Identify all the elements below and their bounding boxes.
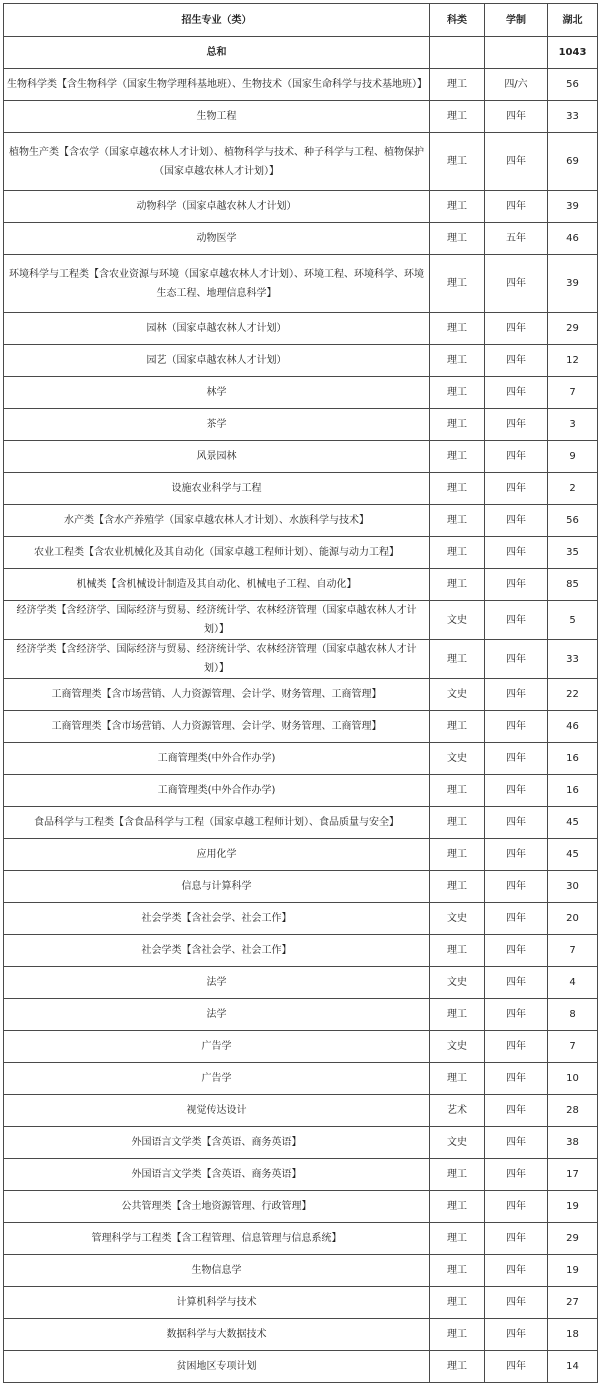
table-row — [4, 1255, 598, 1287]
table-row — [4, 1191, 598, 1223]
cell-major: 动物医学 — [4, 223, 430, 255]
cell-subject: 理工 — [430, 640, 485, 679]
cell-subject: 文史 — [430, 601, 485, 640]
total-count: 1043 — [548, 37, 598, 69]
cell-major: 经济学类【含经济学、国际经济与贸易、经济统计学、农林经济管理（国家卓越农林人才计划）】 — [4, 601, 430, 640]
cell-subject: 文史 — [430, 1031, 485, 1063]
cell-subject: 理工 — [430, 1351, 485, 1383]
cell-years: 四年 — [485, 903, 548, 935]
cell-years: 四年 — [485, 505, 548, 537]
cell-major: 水产类【含水产养殖学（国家卓越农林人才计划）、水族科学与技术】 — [4, 505, 430, 537]
cell-major: 视觉传达设计 — [4, 1095, 430, 1127]
table-row — [4, 1351, 598, 1383]
cell-years: 四年 — [485, 775, 548, 807]
table-row — [4, 537, 598, 569]
cell-years: 四年 — [485, 640, 548, 679]
cell-major: 社会学类【含社会学、社会工作】 — [4, 903, 430, 935]
cell-subject: 文史 — [430, 1127, 485, 1159]
cell-subject: 理工 — [430, 441, 485, 473]
cell-years: 四年 — [485, 473, 548, 505]
cell-count: 17 — [548, 1159, 598, 1191]
cell-years: 四年 — [485, 1127, 548, 1159]
cell-major: 植物生产类【含农学（国家卓越农林人才计划）、植物科学与技术、种子科学与工程、植物保护（国家卓越农林人才计划）】 — [4, 133, 430, 191]
cell-years: 四年 — [485, 377, 548, 409]
cell-subject: 理工 — [430, 313, 485, 345]
table-row — [4, 441, 598, 473]
cell-years: 四年 — [485, 1063, 548, 1095]
cell-count: 7 — [548, 1031, 598, 1063]
cell-major: 生物工程 — [4, 101, 430, 133]
cell-major: 工商管理类【含市场营销、人力资源管理、会计学、财务管理、工商管理】 — [4, 711, 430, 743]
cell-count: 20 — [548, 903, 598, 935]
cell-years: 四年 — [485, 839, 548, 871]
table-row — [4, 409, 598, 441]
cell-years: 四年 — [485, 1351, 548, 1383]
cell-count: 45 — [548, 839, 598, 871]
cell-major: 食品科学与工程类【含食品科学与工程（国家卓越工程师计划）、食品质量与安全】 — [4, 807, 430, 839]
cell-years: 四年 — [485, 1031, 548, 1063]
cell-years: 四年 — [485, 569, 548, 601]
header-subject: 科类 — [430, 4, 485, 37]
table-row — [4, 345, 598, 377]
table-header-row — [4, 4, 598, 37]
cell-subject: 理工 — [430, 935, 485, 967]
cell-count: 29 — [548, 1223, 598, 1255]
cell-years: 四年 — [485, 601, 548, 640]
cell-years: 四/六 — [485, 69, 548, 101]
cell-years: 四年 — [485, 711, 548, 743]
cell-subject: 理工 — [430, 1159, 485, 1191]
cell-count: 8 — [548, 999, 598, 1031]
cell-years: 四年 — [485, 345, 548, 377]
table-row — [4, 601, 598, 640]
enrollment-table — [3, 3, 598, 1383]
cell-major: 工商管理类(中外合作办学) — [4, 743, 430, 775]
cell-subject: 理工 — [430, 871, 485, 903]
table-row — [4, 807, 598, 839]
cell-subject: 理工 — [430, 69, 485, 101]
cell-subject: 理工 — [430, 537, 485, 569]
cell-major: 信息与计算科学 — [4, 871, 430, 903]
cell-subject: 理工 — [430, 473, 485, 505]
cell-years: 四年 — [485, 255, 548, 313]
cell-subject: 理工 — [430, 255, 485, 313]
table-row — [4, 1319, 598, 1351]
cell-years: 四年 — [485, 807, 548, 839]
table-row — [4, 967, 598, 999]
table-row — [4, 743, 598, 775]
total-years — [485, 37, 548, 69]
cell-count: 46 — [548, 223, 598, 255]
cell-years: 五年 — [485, 223, 548, 255]
table-row — [4, 775, 598, 807]
table-row — [4, 377, 598, 409]
cell-major: 工商管理类【含市场营销、人力资源管理、会计学、财务管理、工商管理】 — [4, 679, 430, 711]
cell-years: 四年 — [485, 441, 548, 473]
cell-major: 工商管理类(中外合作办学) — [4, 775, 430, 807]
cell-count: 7 — [548, 935, 598, 967]
cell-count: 2 — [548, 473, 598, 505]
cell-count: 22 — [548, 679, 598, 711]
cell-years: 四年 — [485, 935, 548, 967]
cell-subject: 理工 — [430, 1319, 485, 1351]
cell-major: 风景园林 — [4, 441, 430, 473]
cell-years: 四年 — [485, 1287, 548, 1319]
cell-subject: 理工 — [430, 345, 485, 377]
table-row — [4, 69, 598, 101]
table-row — [4, 999, 598, 1031]
cell-subject: 理工 — [430, 839, 485, 871]
header-hubei: 湖北 — [548, 4, 598, 37]
cell-subject: 理工 — [430, 1223, 485, 1255]
cell-count: 33 — [548, 640, 598, 679]
cell-count: 35 — [548, 537, 598, 569]
cell-years: 四年 — [485, 743, 548, 775]
total-label: 总和 — [4, 37, 430, 69]
table-row — [4, 871, 598, 903]
cell-major: 法学 — [4, 999, 430, 1031]
cell-major: 管理科学与工程类【含工程管理、信息管理与信息系统】 — [4, 1223, 430, 1255]
cell-major: 广告学 — [4, 1031, 430, 1063]
cell-years: 四年 — [485, 101, 548, 133]
table-row — [4, 1095, 598, 1127]
table-row — [4, 255, 598, 313]
total-subject — [430, 37, 485, 69]
table-row — [4, 569, 598, 601]
cell-count: 29 — [548, 313, 598, 345]
cell-count: 30 — [548, 871, 598, 903]
cell-years: 四年 — [485, 967, 548, 999]
table-row — [4, 313, 598, 345]
cell-count: 16 — [548, 743, 598, 775]
cell-subject: 理工 — [430, 999, 485, 1031]
cell-count: 69 — [548, 133, 598, 191]
cell-subject: 理工 — [430, 711, 485, 743]
cell-count: 5 — [548, 601, 598, 640]
cell-count: 56 — [548, 69, 598, 101]
table-row — [4, 505, 598, 537]
cell-subject: 文史 — [430, 743, 485, 775]
cell-major: 农业工程类【含农业机械化及其自动化（国家卓越工程师计划）、能源与动力工程】 — [4, 537, 430, 569]
cell-count: 16 — [548, 775, 598, 807]
cell-major: 园林（国家卓越农林人才计划） — [4, 313, 430, 345]
cell-subject: 理工 — [430, 377, 485, 409]
table-row — [4, 711, 598, 743]
cell-subject: 文史 — [430, 967, 485, 999]
cell-subject: 理工 — [430, 1255, 485, 1287]
cell-count: 7 — [548, 377, 598, 409]
cell-years: 四年 — [485, 313, 548, 345]
cell-count: 4 — [548, 967, 598, 999]
cell-major: 茶学 — [4, 409, 430, 441]
cell-count: 19 — [548, 1191, 598, 1223]
total-row — [4, 37, 598, 69]
table-row — [4, 640, 598, 679]
table-row — [4, 903, 598, 935]
cell-subject: 理工 — [430, 1191, 485, 1223]
cell-major: 生物科学类【含生物科学（国家生物学理科基地班）、生物技术（国家生命科学与技术基地班）】 — [4, 69, 430, 101]
cell-count: 56 — [548, 505, 598, 537]
cell-years: 四年 — [485, 1191, 548, 1223]
cell-count: 39 — [548, 191, 598, 223]
cell-years: 四年 — [485, 1159, 548, 1191]
table-row — [4, 191, 598, 223]
table-row — [4, 473, 598, 505]
table-row — [4, 1159, 598, 1191]
cell-major: 生物信息学 — [4, 1255, 430, 1287]
cell-years: 四年 — [485, 409, 548, 441]
cell-major: 园艺（国家卓越农林人才计划） — [4, 345, 430, 377]
cell-years: 四年 — [485, 1255, 548, 1287]
cell-major: 公共管理类【含土地资源管理、行政管理】 — [4, 1191, 430, 1223]
cell-count: 46 — [548, 711, 598, 743]
header-major: 招生专业（类） — [4, 4, 430, 37]
cell-years: 四年 — [485, 1223, 548, 1255]
cell-subject: 理工 — [430, 101, 485, 133]
cell-major: 应用化学 — [4, 839, 430, 871]
cell-major: 机械类【含机械设计制造及其自动化、机械电子工程、自动化】 — [4, 569, 430, 601]
cell-count: 10 — [548, 1063, 598, 1095]
cell-count: 12 — [548, 345, 598, 377]
cell-major: 动物科学（国家卓越农林人才计划） — [4, 191, 430, 223]
cell-count: 19 — [548, 1255, 598, 1287]
cell-subject: 理工 — [430, 133, 485, 191]
cell-years: 四年 — [485, 999, 548, 1031]
cell-subject: 理工 — [430, 1287, 485, 1319]
table-row — [4, 133, 598, 191]
cell-count: 39 — [548, 255, 598, 313]
cell-subject: 理工 — [430, 807, 485, 839]
cell-subject: 文史 — [430, 903, 485, 935]
cell-major: 法学 — [4, 967, 430, 999]
cell-major: 林学 — [4, 377, 430, 409]
cell-major: 广告学 — [4, 1063, 430, 1095]
cell-major: 环境科学与工程类【含农业资源与环境（国家卓越农林人才计划）、环境工程、环境科学、环境生态工程、地理信息科学】 — [4, 255, 430, 313]
cell-count: 14 — [548, 1351, 598, 1383]
table-row — [4, 1031, 598, 1063]
table-row — [4, 223, 598, 255]
table-row — [4, 101, 598, 133]
cell-subject: 理工 — [430, 1063, 485, 1095]
cell-major: 经济学类【含经济学、国际经济与贸易、经济统计学、农林经济管理（国家卓越农林人才计划）】 — [4, 640, 430, 679]
cell-years: 四年 — [485, 537, 548, 569]
table-row — [4, 1063, 598, 1095]
cell-major: 社会学类【含社会学、社会工作】 — [4, 935, 430, 967]
cell-years: 四年 — [485, 871, 548, 903]
cell-subject: 理工 — [430, 505, 485, 537]
table-row — [4, 679, 598, 711]
table-row — [4, 1223, 598, 1255]
cell-subject: 艺术 — [430, 1095, 485, 1127]
cell-major: 贫困地区专项计划 — [4, 1351, 430, 1383]
cell-count: 38 — [548, 1127, 598, 1159]
cell-count: 27 — [548, 1287, 598, 1319]
cell-subject: 文史 — [430, 679, 485, 711]
cell-major: 计算机科学与技术 — [4, 1287, 430, 1319]
cell-major: 外国语言文学类【含英语、商务英语】 — [4, 1127, 430, 1159]
cell-major: 设施农业科学与工程 — [4, 473, 430, 505]
cell-years: 四年 — [485, 1095, 548, 1127]
cell-count: 28 — [548, 1095, 598, 1127]
header-years: 学制 — [485, 4, 548, 37]
cell-subject: 理工 — [430, 409, 485, 441]
table-row — [4, 935, 598, 967]
table-row — [4, 1287, 598, 1319]
cell-subject: 理工 — [430, 569, 485, 601]
cell-subject: 理工 — [430, 223, 485, 255]
cell-count: 85 — [548, 569, 598, 601]
cell-years: 四年 — [485, 133, 548, 191]
cell-major: 外国语言文学类【含英语、商务英语】 — [4, 1159, 430, 1191]
cell-years: 四年 — [485, 191, 548, 223]
cell-subject: 理工 — [430, 775, 485, 807]
table-row — [4, 1127, 598, 1159]
cell-years: 四年 — [485, 679, 548, 711]
cell-count: 33 — [548, 101, 598, 133]
cell-count: 3 — [548, 409, 598, 441]
cell-count: 9 — [548, 441, 598, 473]
cell-count: 18 — [548, 1319, 598, 1351]
cell-subject: 理工 — [430, 191, 485, 223]
table-row — [4, 839, 598, 871]
cell-major: 数据科学与大数据技术 — [4, 1319, 430, 1351]
cell-count: 45 — [548, 807, 598, 839]
cell-years: 四年 — [485, 1319, 548, 1351]
